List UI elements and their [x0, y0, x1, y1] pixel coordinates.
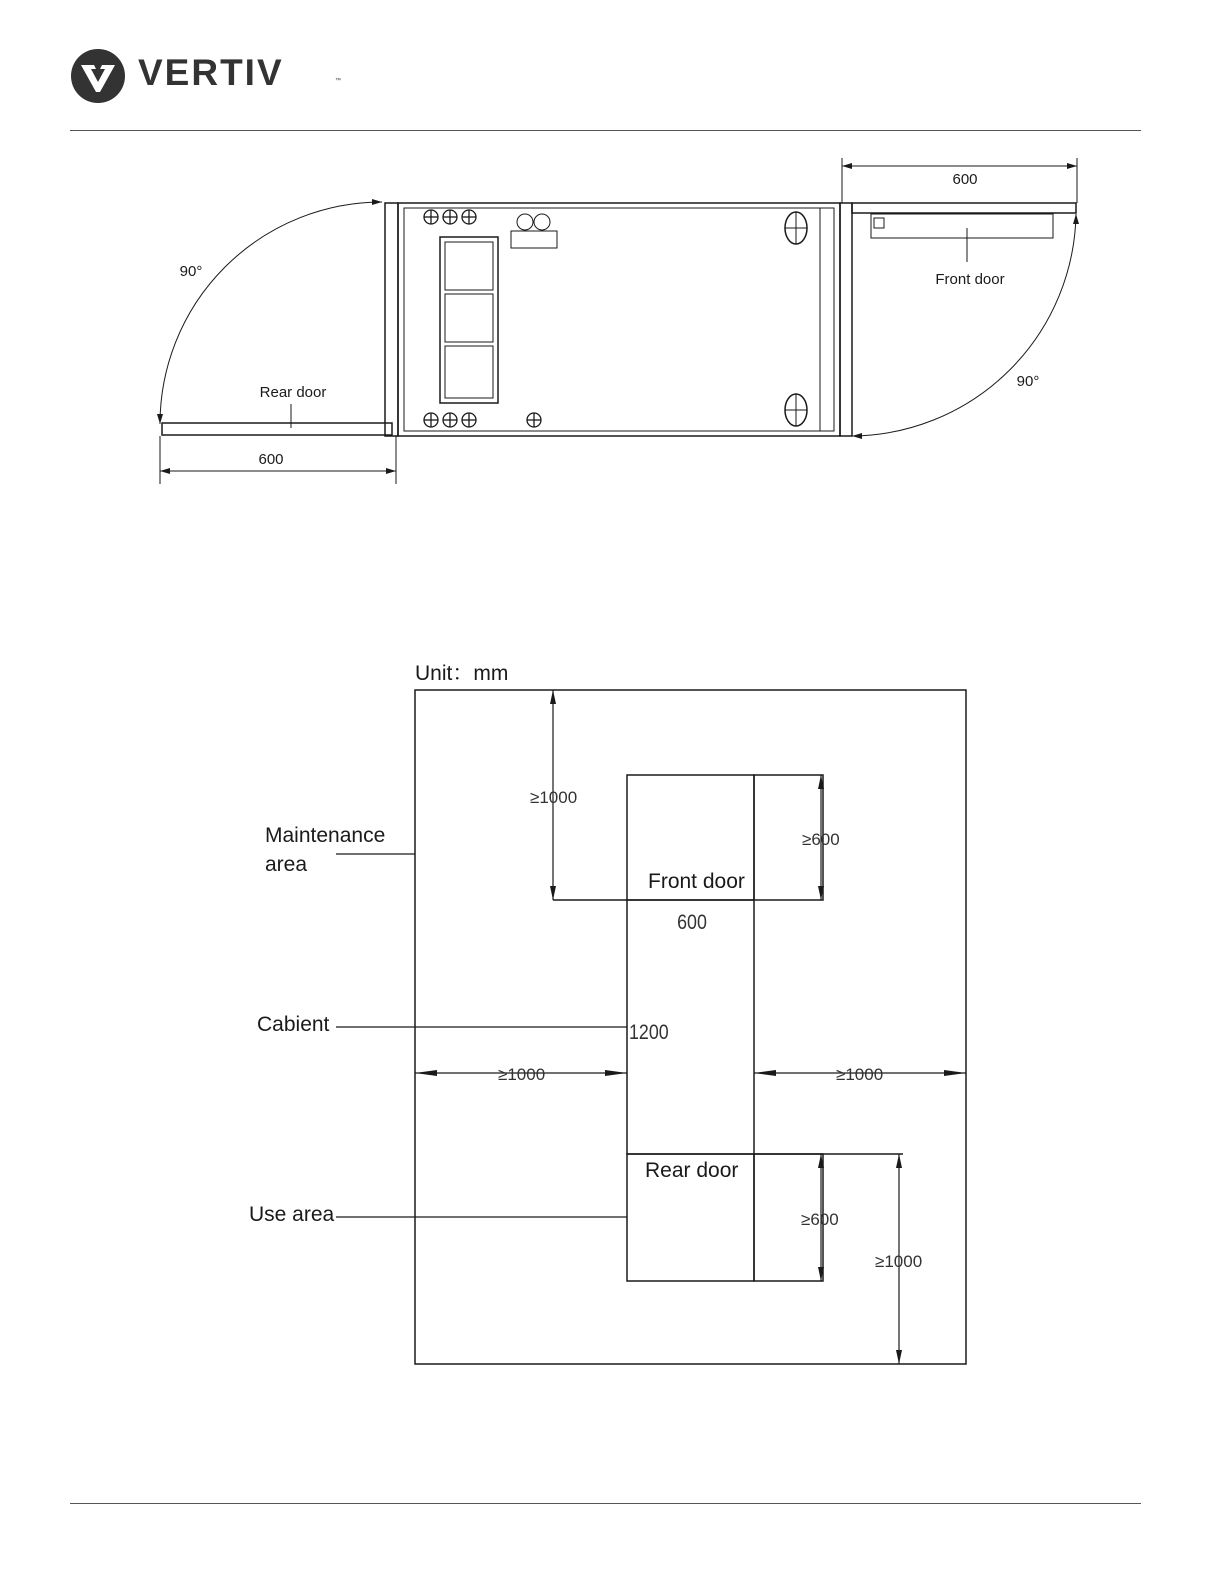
- front-swing-value: ≥600: [802, 830, 840, 849]
- front-door-angle-label: 90°: [1016, 373, 1040, 390]
- footer-rule: [70, 1503, 1141, 1504]
- clearance-bottom-value: ≥1000: [875, 1252, 923, 1271]
- use-area-label: Use area: [249, 1203, 335, 1226]
- cabinet-depth-label: 1200: [629, 1020, 669, 1045]
- clearance-left-value: ≥1000: [498, 1065, 546, 1084]
- unit-label: Unit：mm: [415, 662, 509, 685]
- rear-door-label: Rear door: [645, 1159, 739, 1182]
- maintenance-label-line2: area: [265, 853, 308, 876]
- maintenance-label-line1: Maintenance: [265, 824, 386, 847]
- cabinet-label: Cabient: [257, 1013, 330, 1036]
- front-door-width-label: 600: [952, 171, 978, 188]
- front-door-label: Front door: [935, 271, 1005, 288]
- rear-door-label: Rear door: [259, 384, 327, 401]
- rear-door-width-label: 600: [258, 451, 284, 468]
- rear-swing-value: ≥600: [801, 1210, 839, 1229]
- rear-door-angle-label: 90°: [179, 263, 203, 280]
- clearance-right-value: ≥1000: [836, 1065, 884, 1084]
- brand-name: VERTIV: [138, 52, 284, 93]
- clearance-top-value: ≥1000: [530, 788, 578, 807]
- brand-tm: ™: [335, 78, 341, 84]
- cabinet-width-label: 600: [677, 910, 707, 935]
- front-door-label: Front door: [648, 870, 745, 893]
